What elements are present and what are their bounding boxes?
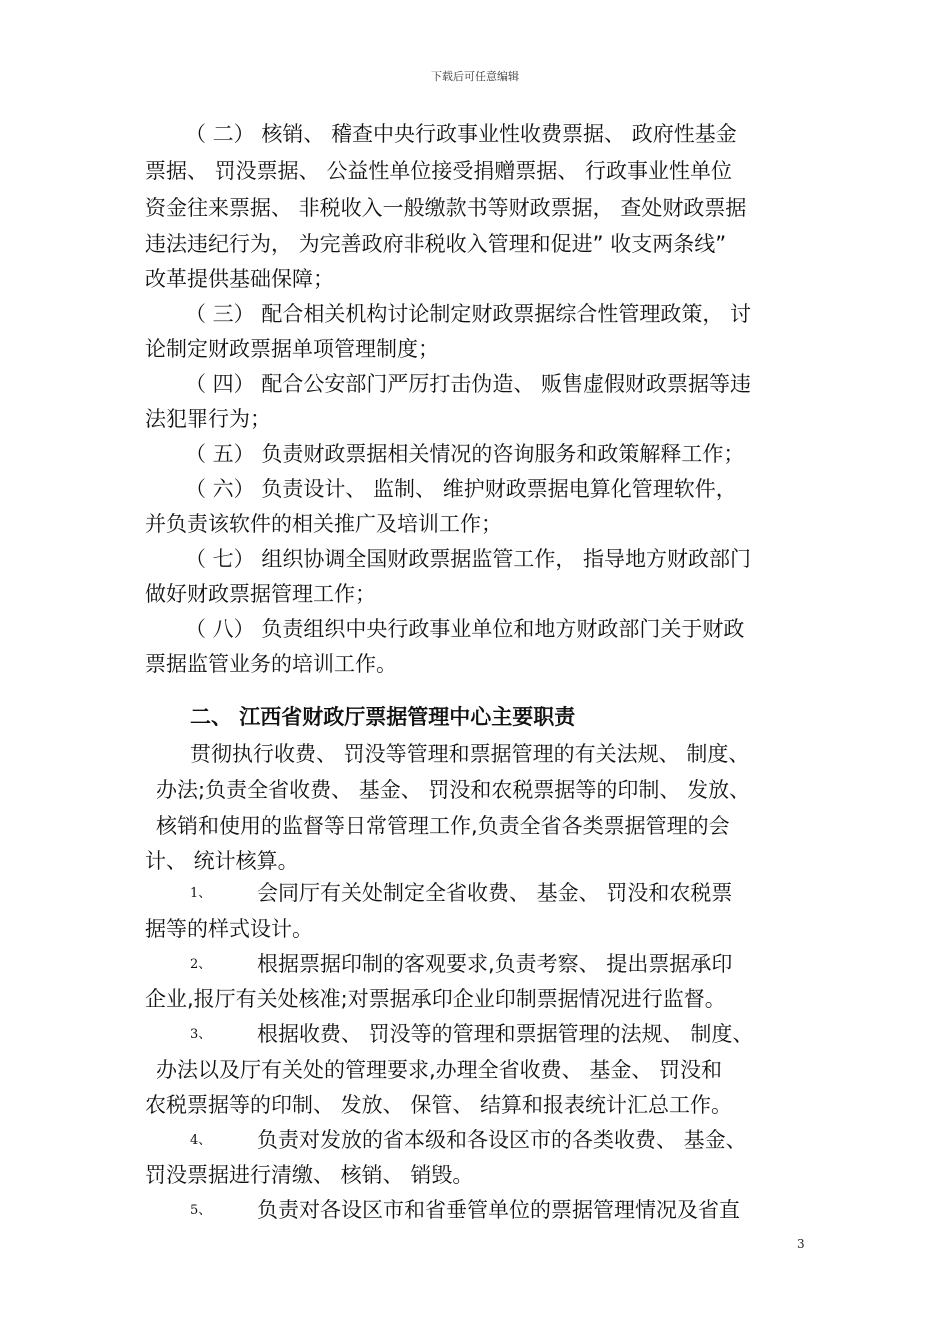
item-number: 5、 bbox=[190, 1203, 212, 1218]
line-text: 会同厅有关处制定全省收费、 基金、 罚没和农税票 bbox=[257, 881, 733, 905]
text-line bbox=[145, 846, 299, 876]
line-text: 票据、 罚没票据、 公益性单位接受捐赠票据、 行政事业性单位 bbox=[145, 159, 733, 183]
text-line bbox=[145, 404, 271, 434]
text-line bbox=[190, 878, 732, 909]
text-line bbox=[156, 811, 730, 841]
line-text: 论制定财政票据单项管理制度； bbox=[145, 337, 439, 361]
line-text: 办法以及厅有关处的管理要求,办理全省收费、 基金、 罚没和 bbox=[156, 1058, 723, 1082]
section-heading bbox=[190, 702, 575, 732]
line-text: 改革提供基础保障； bbox=[145, 267, 334, 291]
text-line bbox=[190, 739, 749, 769]
line-text: 办法;负责全省收费、 基金、 罚没和农税票据等的印制、 发放、 bbox=[156, 778, 751, 802]
text-line bbox=[185, 119, 737, 149]
text-line bbox=[145, 509, 502, 539]
line-text: 二、 江西省财政厅票据管理中心主要职责 bbox=[190, 705, 576, 729]
line-text: 做好财政票据管理工作； bbox=[145, 582, 376, 606]
line-text: 罚没票据进行清缴、 核销、 销毁。 bbox=[145, 1163, 474, 1187]
line-text: 法犯罪行为； bbox=[145, 407, 271, 431]
line-text: （ 四） 配合公安部门严厉打击伪造、 贩售虚假财政票据等违 bbox=[185, 372, 752, 396]
page-header: 下载后可任意编辑 bbox=[431, 70, 519, 83]
text-line bbox=[145, 914, 313, 944]
line-text: 据等的样式设计。 bbox=[145, 917, 313, 941]
text-line bbox=[190, 1019, 753, 1050]
text-line bbox=[145, 649, 397, 679]
line-text: 负责对各设区市和省垂管单位的票据管理情况及省直 bbox=[257, 1198, 740, 1222]
text-line bbox=[145, 264, 334, 294]
text-line bbox=[145, 1090, 732, 1120]
line-text: （ 五） 负责财政票据相关情况的咨询服务和政策解释工作； bbox=[185, 442, 745, 466]
text-line bbox=[185, 369, 751, 399]
item-number: 3、 bbox=[190, 1027, 212, 1042]
text-line bbox=[145, 579, 376, 609]
line-text: 违法违纪行为， 为完善政府非税收入管理和促进” 收支两条线” bbox=[145, 232, 727, 256]
text-line bbox=[185, 439, 744, 469]
line-text: （ 六） 负责设计、 监制、 维护财政票据电算化管理软件， bbox=[185, 477, 737, 501]
text-line bbox=[145, 1160, 473, 1190]
text-line bbox=[185, 614, 744, 644]
line-text: 根据票据印制的客观要求,负责考察、 提出票据承印 bbox=[257, 952, 733, 976]
text-line bbox=[190, 1125, 747, 1156]
text-line bbox=[185, 299, 751, 329]
line-text: 贯彻执行收费、 罚没等管理和票据管理的有关法规、 制度、 bbox=[190, 742, 750, 766]
text-line bbox=[145, 334, 439, 364]
text-line bbox=[145, 193, 746, 223]
item-number: 4、 bbox=[190, 1133, 212, 1148]
line-text: 企业,报厅有关处核准;对票据承印企业印制票据情况进行监督。 bbox=[145, 987, 726, 1011]
line-text: （ 七） 组织协调全国财政票据监管工作， 指导地方财政部门 bbox=[185, 547, 752, 571]
line-text: 票据监管业务的培训工作。 bbox=[145, 652, 397, 676]
line-text: （ 二） 核销、 稽查中央行政事业性收费票据、 政府性基金 bbox=[185, 122, 737, 146]
line-text: 核销和使用的监督等日常管理工作,负责全省各类票据管理的会 bbox=[156, 814, 730, 838]
item-number: 1、 bbox=[190, 886, 212, 901]
text-line bbox=[185, 544, 751, 574]
line-text: （ 八） 负责组织中央行政事业单位和地方财政部门关于财政 bbox=[185, 617, 745, 641]
text-line bbox=[145, 984, 726, 1014]
line-text: 负责对发放的省本级和各设区市的各类收费、 基金、 bbox=[257, 1128, 747, 1152]
text-line bbox=[145, 229, 726, 259]
text-line bbox=[185, 474, 737, 504]
item-number: 2、 bbox=[190, 957, 212, 972]
line-text: 资金往来票据、 非税收入一般缴款书等财政票据， 查处财政票据 bbox=[145, 196, 747, 220]
line-text: 根据收费、 罚没等的管理和票据管理的法规、 制度、 bbox=[257, 1022, 754, 1046]
text-line bbox=[156, 1055, 722, 1085]
line-text: 并负责该软件的相关推广及培训工作； bbox=[145, 512, 502, 536]
text-line bbox=[145, 156, 732, 186]
line-text: （ 三） 配合相关机构讨论制定财政票据综合性管理政策， 讨 bbox=[185, 302, 752, 326]
page-number: 3 bbox=[797, 1237, 805, 1251]
line-text: 计、 统计核算。 bbox=[145, 849, 299, 873]
text-line bbox=[190, 1195, 740, 1226]
text-line bbox=[156, 775, 750, 805]
line-text: 农税票据等的印制、 发放、 保管、 结算和报表统计汇总工作。 bbox=[145, 1093, 733, 1117]
text-line bbox=[190, 949, 732, 980]
